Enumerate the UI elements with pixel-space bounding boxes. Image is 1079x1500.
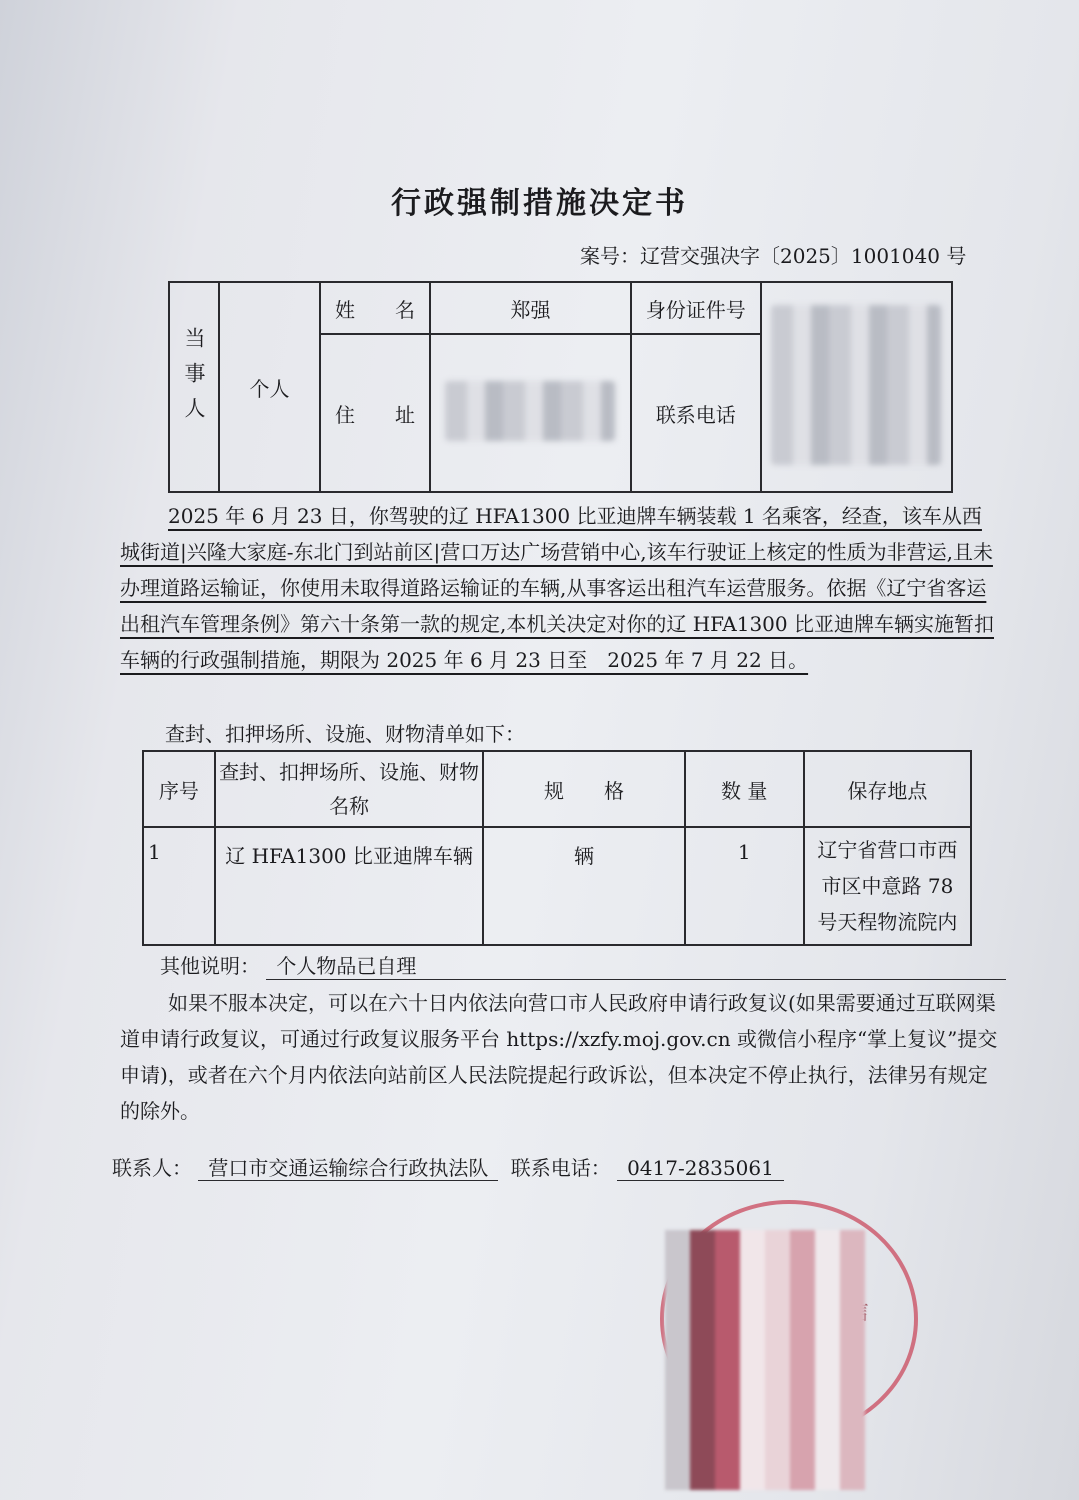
name-value: 郑强 <box>430 282 631 334</box>
items-table <box>142 750 972 946</box>
other-notes-value: 个人物品已自理 <box>266 950 1006 980</box>
header-spec: 规 格 <box>483 751 684 827</box>
address-label: 住 址 <box>320 334 430 492</box>
table-row <box>143 827 971 945</box>
document-title: 行政强制措施决定书 <box>391 186 688 221</box>
name-label: 姓 名 <box>320 282 430 334</box>
other-notes <box>160 950 1006 980</box>
contact-label: 联系人： <box>112 1156 192 1180</box>
id-label: 身份证件号 <box>631 282 761 334</box>
party-label: 当事人 <box>169 282 219 492</box>
row-item-name: 辽 HFA1300 比亚迪牌车辆 <box>215 827 484 945</box>
row-quantity: 1 <box>685 827 804 945</box>
case-number: 案号：辽营交强决字〔2025〕1001040 号 <box>580 244 967 268</box>
contact-value: 营口市交通运输综合行政执法队 <box>198 1156 498 1181</box>
appeal-paragraph: 如果不服本决定，可以在六十日内依法向营口市人民政府申请行政复议(如果需要通过互联网渠道申请行政复议，可通过行政复议服务平台 https://xzfy.moj.gov.cn 或微信小程序“掌上复议”提交申请)，或者在六个月内依法向站前区人民法院提起行政诉讼，但本决定不停止执行，法律另有规定的除外。 <box>120 991 998 1123</box>
address-redacted <box>430 334 631 492</box>
contact-phone-value: 0417-2835061 <box>617 1156 784 1181</box>
party-info-table <box>168 281 953 493</box>
row-location: 辽宁省营口市西市区中意路 78 号天程物流院内 <box>804 827 971 945</box>
decision-body <box>120 498 998 678</box>
header-location: 保存地点 <box>804 751 971 827</box>
contact-phone-label: 联系电话： <box>510 1156 611 1180</box>
list-heading: 查封、扣押场所、设施、财物清单如下： <box>165 722 525 746</box>
header-index: 序号 <box>143 751 215 827</box>
header-item-name: 查封、扣押场所、设施、财物名称 <box>215 751 484 827</box>
contact-line <box>112 1152 784 1181</box>
row-index: 1 <box>143 827 215 945</box>
other-notes-label: 其他说明： <box>160 954 260 978</box>
seal-mosaic-redaction <box>665 1230 865 1490</box>
party-type: 个人 <box>219 282 320 492</box>
header-quantity: 数 量 <box>685 751 804 827</box>
row-spec: 辆 <box>483 827 684 945</box>
decision-body-text: 2025 年 6 月 23 日，你驾驶的辽 HFA1300 比亚迪牌车辆装载 1 名乘客，经查，该车从西城街道|兴隆大家庭-东北门到站前区|营口万达广场营销中心,该车行驶证上核定的性质为非营运,且未办理道路运输证，你使用未取得道路运输证的车辆,从事客运出租汽车运营服务。依据《辽宁省客运出租汽车管理条例》第六十条第一款的规定,本机关决定对你的辽 HFA1300 比亚迪牌车辆实施暂扣车辆的行政强制措施，期限为 2025 年 6 月 23 日至 2025 年 7 月 22 日。 <box>120 504 994 672</box>
phone-label: 联系电话 <box>631 334 761 492</box>
id-phone-redacted <box>761 282 952 492</box>
